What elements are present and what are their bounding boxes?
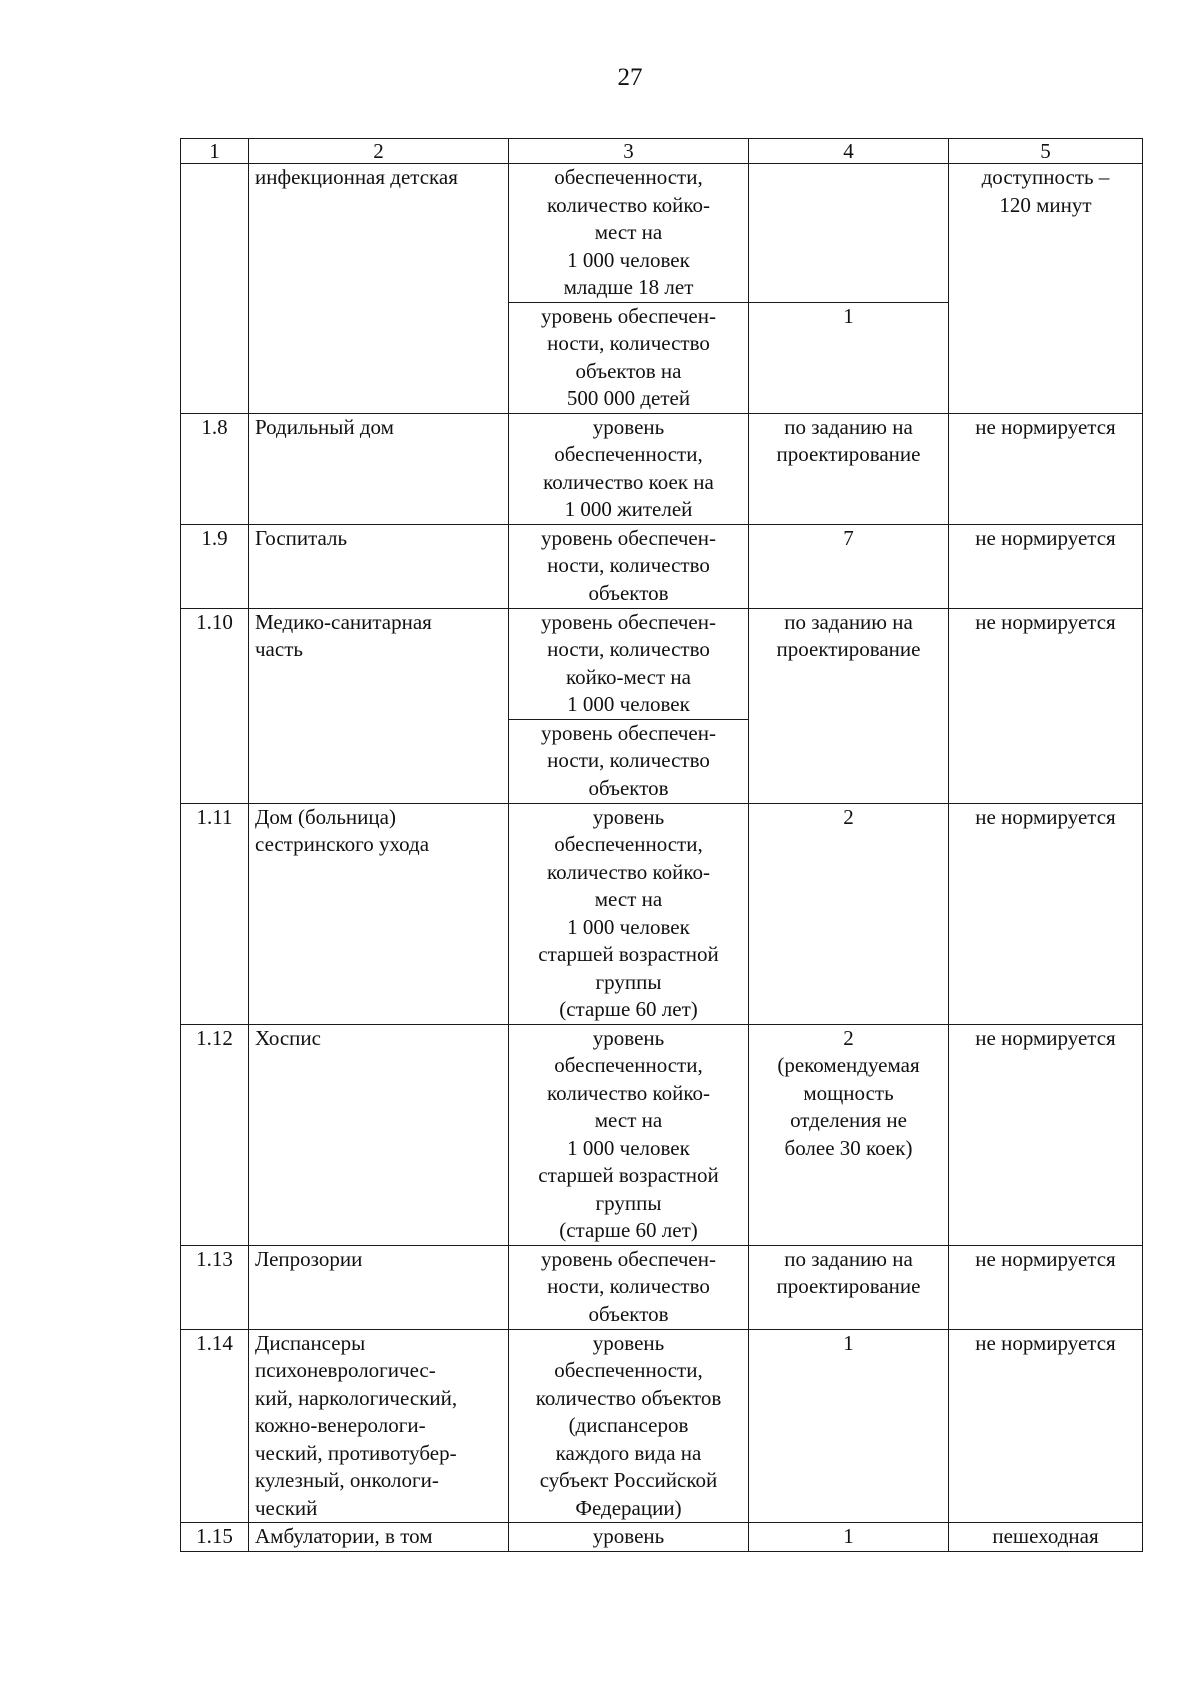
value-cell [749,1523,949,1552]
accessibility-text: не нормируется [975,804,1116,829]
accessibility-cell [949,524,1143,608]
object-name: Амбулатории, в том [255,1524,433,1548]
value-cell [749,524,949,608]
indicator-cell [509,803,749,1024]
page-number: 27 [617,64,643,91]
accessibility-cell [949,1024,1143,1245]
value-cell [749,1245,949,1329]
object-name-cell [249,1245,509,1329]
row-number: 1.11 [181,803,249,1024]
accessibility-cell [949,803,1143,1024]
indicator-cell [509,1523,749,1552]
value-cell [749,803,949,1024]
indicator-text: уровень обеспеченности, количество коек на 1 000 жителей [543,414,714,521]
accessibility-cell [949,608,1143,803]
object-name-cell [249,608,509,803]
object-name: Диспансеры психоневрологичес- кий, наркологический, кожно-венерологи- ческий, противотубер- кулезный, онкологи- ческий [255,1330,458,1520]
value-cell [749,413,949,524]
object-name: Лепрозории [255,1246,363,1271]
row-number: 1.8 [181,413,249,524]
value-text: 2 [843,804,854,829]
accessibility-cell [949,1245,1143,1329]
table-header-row [181,139,1143,164]
indicator-text: уровень обеспечен- ности, количество объектов на 500 000 детей [541,303,716,410]
header-col-5: 5 [949,139,1143,164]
indicator-text: уровень обеспечен- ности, количество койко-мест на 1 000 человек [541,609,716,716]
value-text: 1 [843,1524,854,1548]
indicator-text: обеспеченности, количество койко- мест на 1 000 человек младше 18 лет [546,165,710,299]
object-name-cell [249,1024,509,1245]
object-name: Хоспис [255,1025,321,1050]
table-row [181,1329,1143,1523]
indicator-cell [509,524,749,608]
indicator-text: уровень обеспечен- ности, количество объектов [541,1246,716,1326]
header-col-3: 3 [509,139,749,164]
table-row [181,1523,1143,1552]
accessibility-cell [949,1523,1143,1552]
indicator-text: уровень обеспеченности, количество койко- мест на 1 000 человек старшей возрастной группы (старше 60 лет) [538,804,719,1021]
indicator-cell [509,302,749,413]
value-text: по заданию на проектирование [776,1246,921,1298]
value-text: 1 [843,303,854,328]
object-name: Дом (больница) сестринского ухода [255,804,430,856]
value-cell [749,1329,949,1523]
indicator-cell [509,1024,749,1245]
row-number: 1.12 [181,1024,249,1245]
object-name: Госпиталь [255,525,348,550]
value-text: 2 (рекомендуемая мощность отделения не более 30 коек) [777,1025,920,1160]
object-name-cell [249,164,509,414]
table-row [181,524,1143,608]
indicator-cell [509,1245,749,1329]
accessibility-text: не нормируется [975,414,1116,439]
accessibility-text: не нормируется [975,1246,1116,1271]
accessibility-text: доступность – 120 минут [981,165,1110,217]
row-number: 1.15 [181,1523,249,1552]
indicator-text: уровень обеспечен- ности, количество объектов [541,525,716,605]
indicator-text: уровень обеспечен- ности, количество объектов [541,720,716,800]
indicator-cell [509,1329,749,1523]
table-row [181,1024,1143,1245]
object-name-cell [249,803,509,1024]
indicator-cell [509,413,749,524]
value-cell [749,302,949,413]
value-cell [749,1024,949,1245]
value-text: по заданию на проектирование [776,609,921,661]
accessibility-cell [949,164,1143,414]
value-cell [749,164,949,303]
value-text: 7 [843,525,854,550]
table-row [181,413,1143,524]
object-name: Родильный дом [255,414,394,439]
object-name-cell [249,413,509,524]
indicator-text: уровень обеспеченности, количество объектов (диспансеров каждого вида на субъект Российской Федерации) [535,1330,722,1520]
value-cell [749,608,949,803]
object-name-cell [249,1329,509,1523]
indicator-cell [509,608,749,719]
indicator-text: уровень обеспеченности, количество койко- мест на 1 000 человек старшей возрастной группы (старше 60 лет) [538,1025,719,1242]
row-number: 1.9 [181,524,249,608]
table-row [181,1245,1143,1329]
accessibility-text: не нормируется [975,525,1116,550]
indicator-text: уровень [592,1524,665,1548]
table-row [181,803,1143,1024]
row-number: 1.14 [181,1329,249,1523]
table-row [181,608,1143,719]
header-col-4: 4 [749,139,949,164]
object-name: инфекционная детская [255,165,458,189]
accessibility-text: не нормируется [975,1025,1116,1050]
value-text: по заданию на проектирование [776,414,921,466]
table-row [181,164,1143,303]
accessibility-cell [949,413,1143,524]
value-text: 1 [843,1330,854,1355]
row-number: 1.13 [181,1245,249,1329]
norms-table [180,138,1143,1552]
header-col-1: 1 [181,139,249,164]
header-col-2: 2 [249,139,509,164]
accessibility-text: пешеходная [992,1524,1099,1548]
row-number-cell [181,164,249,414]
row-number: 1.10 [181,608,249,803]
indicator-cell [509,719,749,803]
accessibility-cell [949,1329,1143,1523]
indicator-cell [509,164,749,303]
accessibility-text: не нормируется [975,1330,1116,1355]
object-name-cell [249,1523,509,1552]
object-name-cell [249,524,509,608]
accessibility-text: не нормируется [975,609,1116,634]
object-name: Медико-санитарная часть [255,609,432,661]
